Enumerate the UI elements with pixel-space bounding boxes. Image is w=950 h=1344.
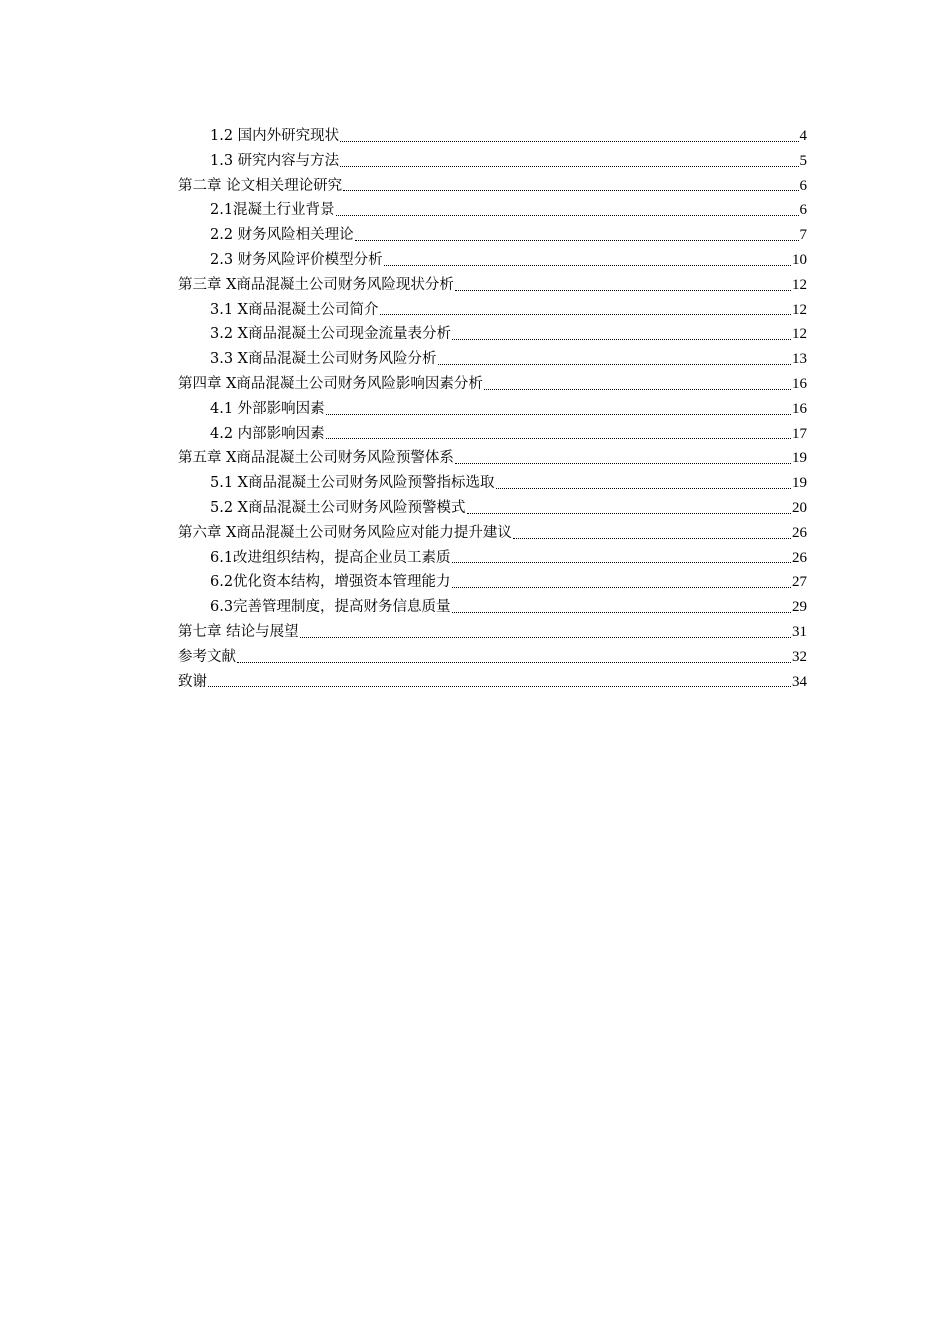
- toc-entry[interactable]: [178, 620, 807, 645]
- toc-dot-leader: [326, 438, 791, 439]
- toc-entry-title: 3.1 X商品混凝土公司简介: [210, 301, 379, 318]
- toc-dot-leader: [452, 339, 791, 340]
- toc-dot-leader: [484, 389, 791, 390]
- toc-dot-leader: [340, 166, 798, 167]
- toc-entry-title: 第七章 结论与展望: [178, 623, 299, 640]
- toc-entry[interactable]: [178, 322, 807, 347]
- toc-entry-title: 第四章 X商品混凝土公司财务风险影响因素分析: [178, 375, 483, 392]
- toc-dot-leader: [513, 538, 791, 539]
- toc-entry-title: 3.2 X商品混凝土公司现金流量表分析: [210, 326, 451, 343]
- toc-dot-leader: [455, 290, 791, 291]
- toc-dot-leader: [355, 240, 799, 241]
- toc-dot-leader: [384, 265, 791, 266]
- toc-entry-title: 参考文献: [178, 648, 236, 665]
- toc-entry-page-number: 10: [792, 251, 807, 268]
- toc-entry[interactable]: [178, 298, 807, 323]
- toc-entry[interactable]: [178, 397, 807, 422]
- toc-entry-title: 5.2 X商品混凝土公司财务风险预警模式: [210, 499, 466, 516]
- toc-entry-page-number: 4: [799, 128, 807, 144]
- toc-entry-title: 4.2 内部影响因素: [210, 425, 325, 442]
- table-of-contents: [178, 124, 807, 694]
- toc-entry-title: 1.3 研究内容与方法: [210, 152, 340, 169]
- toc-dot-leader: [237, 662, 791, 663]
- toc-dot-leader: [452, 612, 791, 613]
- toc-entry-page-number: 16: [792, 400, 807, 417]
- toc-entry-title: 3.3 X商品混凝土公司财务风险分析: [210, 351, 437, 368]
- toc-entry-page-number: 12: [792, 301, 807, 318]
- toc-entry-page-number: 29: [792, 599, 807, 616]
- toc-entry-title: 6.3完善管理制度，提高财务信息质量: [210, 599, 451, 616]
- toc-dot-leader: [438, 364, 792, 365]
- toc-entry-title: 第二章 论文相关理论研究: [178, 177, 343, 194]
- toc-entry-title: 2.2 财务风险相关理论: [210, 227, 354, 244]
- toc-dot-leader: [326, 414, 791, 415]
- toc-entry[interactable]: [178, 546, 807, 571]
- toc-entry-title: 致谢: [178, 673, 207, 690]
- toc-entry-title: 第三章 X商品混凝土公司财务风险现状分析: [178, 276, 454, 293]
- toc-dot-leader: [380, 314, 792, 315]
- toc-entry[interactable]: [178, 521, 807, 546]
- toc-dot-leader: [467, 513, 792, 514]
- toc-entry[interactable]: [178, 372, 807, 397]
- toc-entry[interactable]: [178, 273, 807, 298]
- toc-entry-title: 2.1混凝土行业背景: [210, 202, 335, 219]
- toc-entry-title: 5.1 X商品混凝土公司财务风险预警指标选取: [210, 475, 495, 492]
- toc-entry-page-number: 20: [792, 499, 807, 516]
- toc-entry[interactable]: [178, 198, 807, 223]
- toc-dot-leader: [340, 141, 798, 142]
- toc-dot-leader: [452, 562, 791, 563]
- toc-entry-page-number: 26: [792, 549, 807, 566]
- toc-entry-page-number: 7: [799, 227, 807, 244]
- toc-entry-page-number: 6: [799, 177, 807, 194]
- toc-entry-page-number: 16: [792, 375, 807, 392]
- toc-entry[interactable]: [178, 446, 807, 471]
- toc-entry[interactable]: [178, 174, 807, 199]
- toc-entry[interactable]: [178, 496, 807, 521]
- toc-dot-leader: [455, 463, 791, 464]
- toc-entry-page-number: 32: [792, 648, 807, 665]
- toc-entry-title: 第五章 X商品混凝土公司财务风险预警体系: [178, 450, 454, 467]
- toc-entry-title: 4.1 外部影响因素: [210, 400, 325, 417]
- toc-dot-leader: [496, 488, 792, 489]
- toc-entry[interactable]: [178, 223, 807, 248]
- toc-dot-leader: [300, 637, 791, 638]
- toc-entry[interactable]: [178, 422, 807, 447]
- toc-entry-title: 第六章 X商品混凝土公司财务风险应对能力提升建议: [178, 524, 512, 541]
- toc-dot-leader: [343, 190, 798, 191]
- toc-entry-page-number: 6: [799, 202, 807, 219]
- toc-entry-title: 6.2优化资本结构，增强资本管理能力: [210, 574, 451, 591]
- toc-entry-page-number: 17: [792, 425, 807, 442]
- toc-entry[interactable]: [178, 149, 807, 174]
- toc-entry[interactable]: [178, 645, 807, 670]
- toc-entry-page-number: 27: [792, 574, 807, 591]
- toc-entry-title: 6.1改进组织结构，提高企业员工素质: [210, 549, 451, 566]
- toc-dot-leader: [208, 686, 791, 687]
- toc-dot-leader: [336, 215, 799, 216]
- toc-entry-page-number: 13: [792, 351, 807, 368]
- toc-entry-page-number: 19: [792, 475, 807, 492]
- toc-entry-page-number: 19: [792, 450, 807, 467]
- toc-entry-page-number: 12: [792, 326, 807, 343]
- toc-entry[interactable]: [178, 670, 807, 695]
- toc-entry[interactable]: [178, 570, 807, 595]
- toc-entry-page-number: 34: [792, 673, 807, 690]
- toc-entry-page-number: 5: [799, 152, 807, 169]
- toc-dot-leader: [452, 587, 791, 588]
- toc-entry[interactable]: [178, 471, 807, 496]
- toc-entry[interactable]: [178, 595, 807, 620]
- toc-entry-title: 1.2 国内外研究现状: [210, 128, 340, 144]
- toc-entry-page-number: 12: [792, 276, 807, 293]
- toc-entry[interactable]: [178, 347, 807, 372]
- toc-entry[interactable]: [178, 248, 807, 273]
- toc-entry-page-number: 31: [792, 623, 807, 640]
- toc-entry-page-number: 26: [792, 524, 807, 541]
- toc-entry[interactable]: [178, 124, 807, 149]
- toc-entry-title: 2.3 财务风险评价模型分析: [210, 251, 383, 268]
